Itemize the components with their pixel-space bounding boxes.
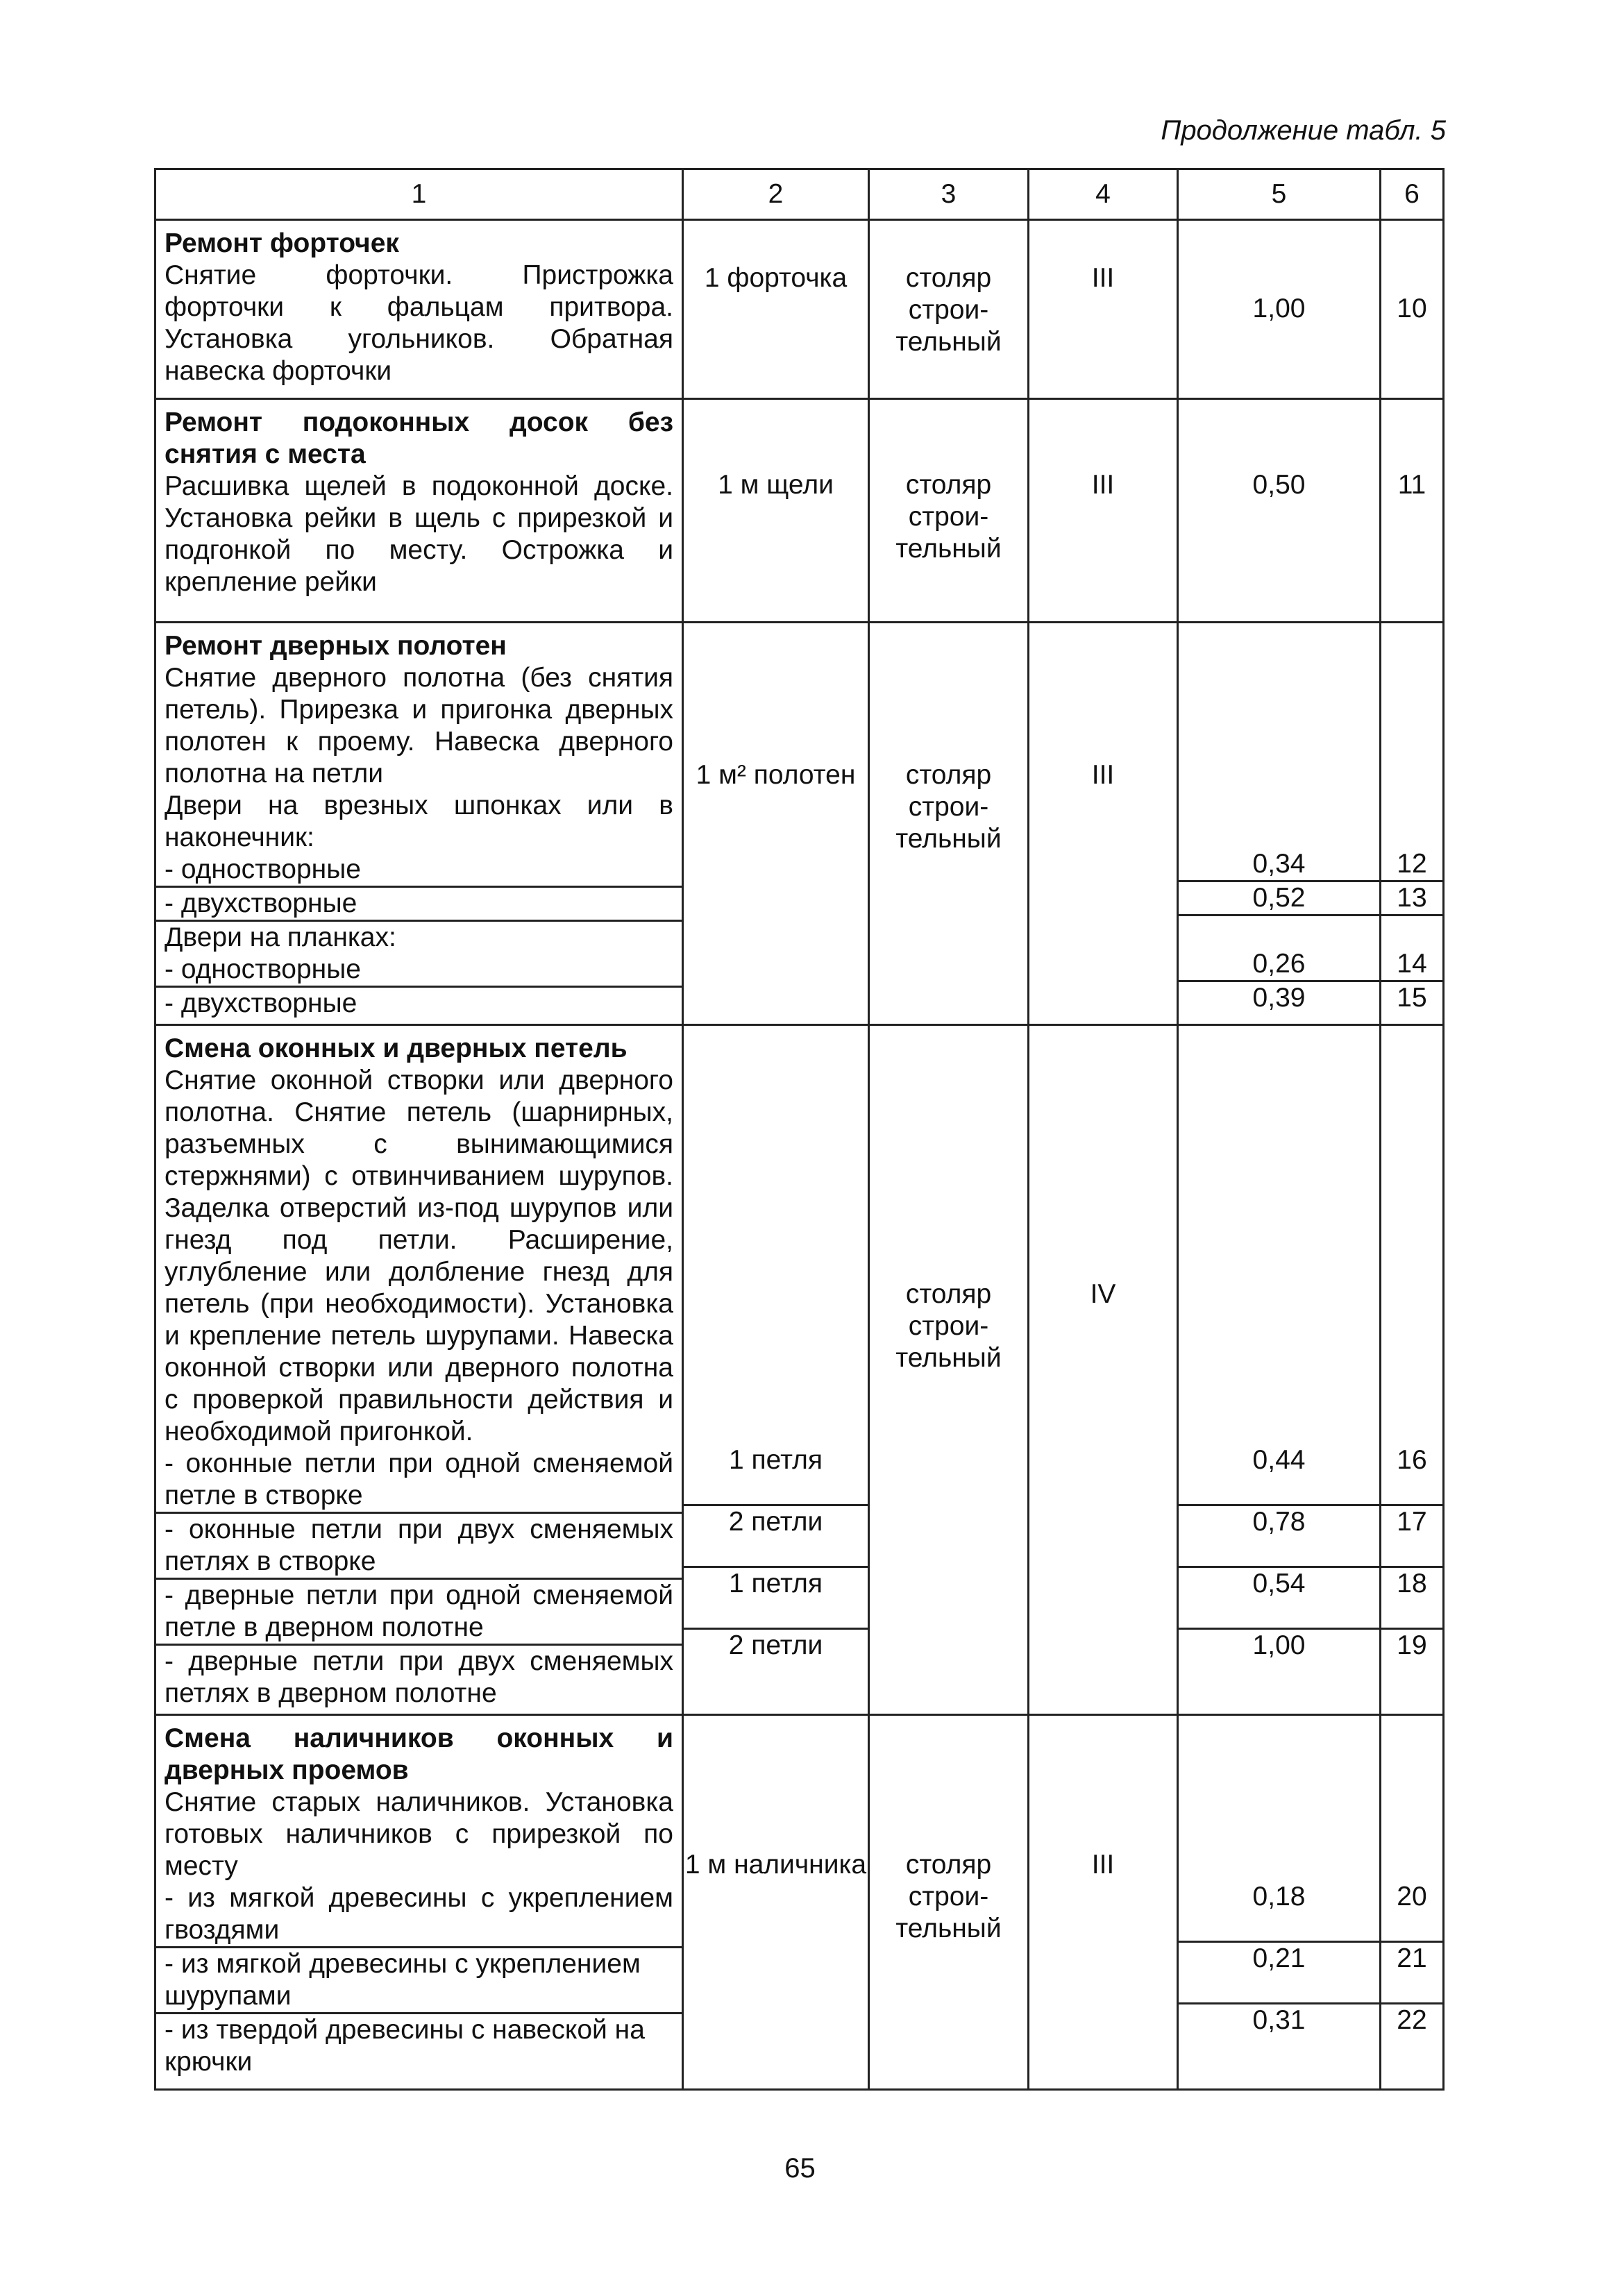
worker-line: строи-: [908, 1882, 989, 1911]
header-cell: 1: [155, 169, 683, 220]
option-label: - двухстворные: [156, 986, 682, 1020]
value-cell: [1178, 1715, 1381, 2090]
section-text: Расшивка щелей в подоконной доске. Установка рейки в щель с прирезкой и подгонкой по месту. Острожка и крепление рейки: [165, 471, 673, 597]
worker-cell: [869, 1715, 1029, 2090]
table-row: [155, 399, 1444, 623]
num-cell: [1381, 220, 1444, 399]
norms-table: [154, 168, 1445, 2091]
unit-cell: [683, 1025, 869, 1715]
unit-text: 2 петли: [684, 1506, 868, 1568]
value-text: 1,00: [1252, 1630, 1306, 1660]
header-cell: 6: [1381, 169, 1444, 220]
grade-text: III: [1091, 263, 1115, 293]
num-text: 21: [1381, 1943, 1442, 2004]
value-text: 0,34: [1179, 848, 1379, 882]
option-label: - из мягкой древесины с укреплением гвоздями: [165, 1883, 673, 1945]
num-text: 14: [1381, 948, 1442, 982]
num-cell: [1381, 1025, 1444, 1715]
unit-text: 1 м² полотен: [696, 760, 856, 790]
header-cell: 3: [869, 169, 1029, 220]
option-label: - из твердой древесины с навеской на крючки: [156, 2012, 682, 2078]
worker-line: строи-: [908, 502, 989, 532]
unit-cell: [683, 623, 869, 1025]
grade-text: III: [1091, 760, 1115, 790]
num-text: 12: [1381, 848, 1442, 882]
num-cell: [1381, 399, 1444, 623]
value-text: 0,31: [1252, 2005, 1306, 2035]
section-description: [155, 1715, 683, 2090]
value-text: 0,44: [1179, 1444, 1379, 1506]
worker-line: тельный: [895, 534, 1002, 564]
value-text: 0,52: [1179, 882, 1379, 916]
grade-text: III: [1091, 1850, 1115, 1880]
worker-line: тельный: [895, 1914, 1002, 1943]
header-row: [155, 169, 1444, 220]
num-text: 22: [1397, 2005, 1427, 2035]
num-text: 15: [1397, 983, 1427, 1013]
num-text: [1381, 916, 1442, 948]
worker-line: столяр: [905, 1279, 992, 1309]
num-text: 19: [1397, 1630, 1427, 1660]
value-text: 0,54: [1179, 1568, 1379, 1630]
option-label: - дверные петли при двух сменяемых петлях в дверном полотне: [156, 1644, 682, 1710]
page-number: 65: [784, 2153, 816, 2184]
option-label: - оконные петли при двух сменяемых петлях в створке: [156, 1512, 682, 1578]
section-text: Снятие форточки. Пристрожка форточки к фальцам притвора. Установка угольников. Обратная навеска форточки: [165, 260, 673, 386]
section-text: Двери на врезных шпонках или в наконечник:: [165, 791, 673, 852]
section-text: Снятие дверного полотна (без снятия петель). Прирезка и пригонка дверных полотен к проему. Навеска дверного полотна на петли: [165, 663, 673, 788]
num-text: 13: [1381, 882, 1442, 916]
num-text: 10: [1397, 294, 1427, 323]
grade-cell: [1029, 1025, 1178, 1715]
grade-cell: [1029, 399, 1178, 623]
option-label: Двери на планках:: [156, 920, 682, 954]
unit-cell: [683, 1715, 869, 2090]
option-label: - из мягкой древесины с укреплением шурупами: [156, 1946, 682, 2012]
table-row: [155, 1715, 1444, 2090]
worker-line: строи-: [908, 1311, 989, 1341]
worker-line: столяр: [905, 470, 992, 500]
section-description: [155, 220, 683, 399]
section-description: [155, 623, 683, 1025]
unit-text: 2 петли: [728, 1630, 823, 1660]
unit-text: 1 петля: [684, 1568, 868, 1630]
num-cell: [1381, 1715, 1444, 2090]
value-cell: [1178, 623, 1381, 1025]
value-text: 0,18: [1179, 1881, 1379, 1943]
worker-line: строи-: [908, 295, 989, 325]
worker-line: тельный: [895, 327, 1002, 357]
value-text: 0,50: [1252, 470, 1306, 500]
table-caption: Продолжение табл. 5: [1161, 115, 1446, 146]
option-label: - одностворные: [165, 954, 361, 984]
value-cell: [1178, 220, 1381, 399]
num-text: 11: [1397, 470, 1426, 500]
grade-text: IV: [1090, 1279, 1116, 1309]
section-description: [155, 1025, 683, 1715]
value-text: [1179, 916, 1379, 948]
header-cell: 5: [1178, 169, 1381, 220]
section-description: [155, 399, 683, 623]
unit-cell: [683, 220, 869, 399]
grade-cell: [1029, 623, 1178, 1025]
option-label: - двухстворные: [156, 886, 682, 920]
num-cell: [1381, 623, 1444, 1025]
header-cell: 4: [1029, 169, 1178, 220]
section-title: Смена оконных и дверных петель: [165, 1033, 628, 1063]
worker-line: столяр: [905, 263, 992, 293]
worker-cell: [869, 399, 1029, 623]
value-text: 1,00: [1252, 294, 1306, 323]
unit-text: 1 м щели: [718, 470, 834, 500]
option-label: - одностворные: [165, 854, 361, 884]
table-row: [155, 1025, 1444, 1715]
value-cell: [1178, 1025, 1381, 1715]
unit-text: 1 петля: [684, 1444, 868, 1506]
table-row: [155, 623, 1444, 1025]
section-text: Снятие старых наличников. Установка готовых наличников с прирезкой по месту: [165, 1787, 673, 1881]
worker-line: столяр: [905, 1850, 992, 1880]
header-cell: 2: [683, 169, 869, 220]
grade-text: III: [1091, 470, 1115, 500]
worker-line: строи-: [908, 792, 989, 822]
grade-cell: [1029, 1715, 1178, 2090]
section-title: Ремонт дверных полотен: [165, 631, 507, 661]
num-text: 16: [1381, 1444, 1442, 1506]
worker-line: столяр: [905, 760, 992, 790]
unit-text: 1 форточка: [704, 263, 848, 293]
num-text: 18: [1381, 1568, 1442, 1630]
value-text: 0,39: [1252, 983, 1306, 1013]
section-text: Снятие оконной створки или дверного полотна. Снятие петель (шарнирных, разъемных с вынимающимися стержнями) с отвинчиванием шурупов. Заделка отверстий из-под шурупов или гнезд под петли. Расширение, углубление или долбление гнезд для петель (при необходимости). Установка и крепление петель шурупами. Навеска оконной створки или дверного полотна с проверкой правильности действия и необходимой пригонкой.: [165, 1065, 673, 1446]
value-text: 0,26: [1179, 948, 1379, 982]
value-text: 0,78: [1179, 1506, 1379, 1568]
worker-cell: [869, 1025, 1029, 1715]
value-cell: [1178, 399, 1381, 623]
worker-cell: [869, 220, 1029, 399]
value-text: 0,21: [1179, 1943, 1379, 2004]
num-text: 17: [1381, 1506, 1442, 1568]
num-text: 20: [1381, 1881, 1442, 1943]
option-label: - оконные петли при одной сменяемой петле в створке: [165, 1449, 673, 1510]
option-label: - дверные петли при одной сменяемой петле в дверном полотне: [156, 1578, 682, 1644]
section-title: Смена наличников оконных и дверных проемов: [165, 1723, 673, 1785]
table-row: [155, 220, 1444, 399]
worker-line: тельный: [895, 1343, 1002, 1373]
unit-cell: [683, 399, 869, 623]
worker-cell: [869, 623, 1029, 1025]
grade-cell: [1029, 220, 1178, 399]
section-title: Ремонт форточек: [165, 228, 399, 258]
worker-line: тельный: [895, 824, 1002, 854]
section-title: Ремонт подоконных досок без снятия с места: [165, 407, 673, 469]
unit-text: 1 м наличника: [684, 1850, 867, 1880]
